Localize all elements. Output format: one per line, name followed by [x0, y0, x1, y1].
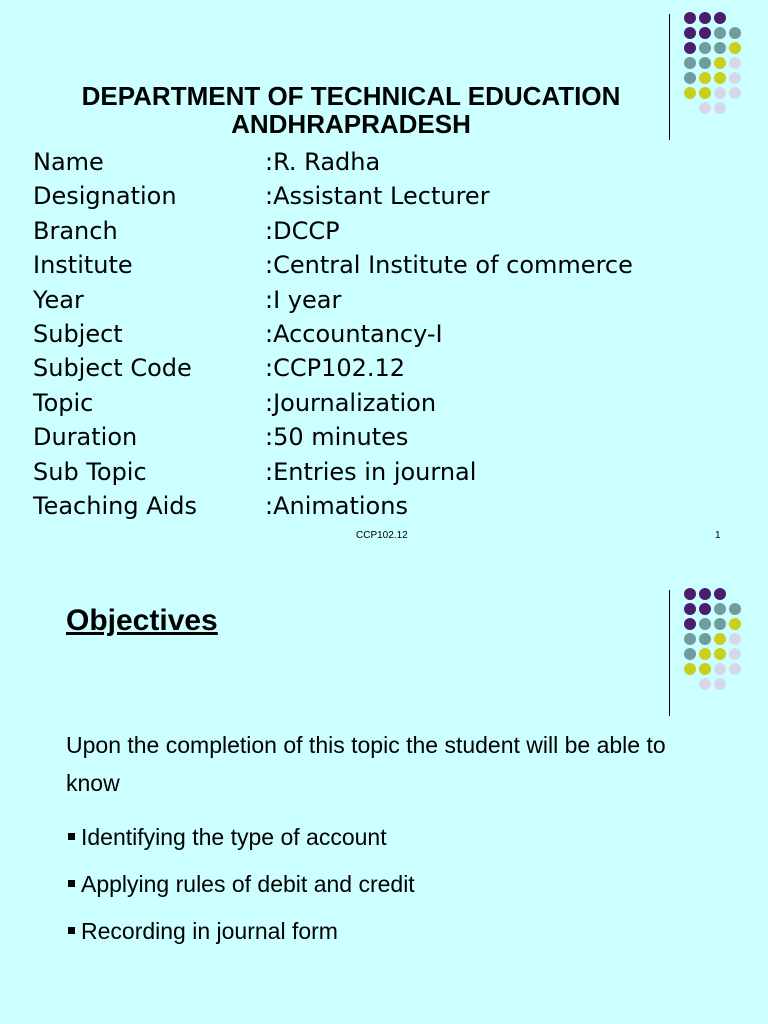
decor-dot [729, 618, 741, 630]
decor-dot [699, 57, 711, 69]
decor-dot [684, 618, 696, 630]
decor-dot [699, 633, 711, 645]
info-label: Subject Code [33, 354, 192, 383]
info-row [33, 283, 633, 317]
info-value: :R. Radha [265, 148, 381, 176]
decor-dot [714, 648, 726, 660]
bullet-square-icon [68, 927, 75, 934]
title-line-2: ANDHRAPRADESH [231, 109, 471, 139]
list-item [66, 814, 415, 861]
decor-dot [684, 588, 696, 600]
decor-dot [714, 663, 726, 675]
decor-dot [714, 603, 726, 615]
info-value: :DCCP [265, 216, 340, 245]
objectives-list [66, 814, 415, 955]
decor-dot [684, 57, 696, 69]
info-row [33, 489, 633, 523]
decor-dot [684, 603, 696, 615]
decor-dot [714, 678, 726, 690]
decor-dot [699, 663, 711, 675]
decor-dot [729, 87, 741, 99]
info-value: :Journalization [265, 388, 437, 417]
decor-dot [729, 57, 741, 69]
vertical-divider [669, 590, 670, 716]
info-value: :Accountancy-I [265, 319, 443, 348]
info-row [33, 420, 633, 454]
title-line-1: DEPARTMENT OF TECHNICAL EDUCATION [81, 81, 621, 111]
decor-dot [684, 27, 696, 39]
decor-dot [684, 42, 696, 54]
decor-dot [714, 72, 726, 84]
info-label: Branch [33, 216, 118, 245]
decor-dot [729, 633, 741, 645]
list-item [66, 861, 415, 908]
decor-dot [684, 12, 696, 24]
info-row [33, 386, 633, 420]
decor-dot [699, 27, 711, 39]
info-row [33, 351, 633, 385]
info-value: :Assistant Lecturer [265, 182, 490, 211]
decor-dot [699, 618, 711, 630]
info-row [33, 317, 633, 351]
list-item-text: Applying rules of debit and credit [81, 871, 415, 897]
info-value: :CCP102.12 [265, 354, 406, 383]
info-label: Designation [33, 182, 177, 211]
list-item [66, 908, 415, 955]
info-value: :I year [265, 285, 342, 314]
decor-dot [699, 12, 711, 24]
decor-dot [699, 588, 711, 600]
info-label: Duration [33, 423, 138, 452]
decor-dot [684, 633, 696, 645]
decor-dot [684, 663, 696, 675]
list-item-text: Recording in journal form [81, 918, 338, 944]
info-value: :50 minutes [265, 423, 409, 452]
footer-course-code: CCP102.12 [356, 530, 408, 541]
info-label: Teaching Aids [33, 491, 198, 520]
decor-dot [699, 678, 711, 690]
decor-dot [714, 27, 726, 39]
decor-dot [714, 42, 726, 54]
decor-dot [699, 42, 711, 54]
info-label: Name [33, 148, 104, 176]
info-label: Institute [33, 251, 133, 280]
bullet-square-icon [68, 833, 75, 840]
decor-dot [714, 633, 726, 645]
objectives-intro: Upon the completion of this topic the student will be able to know [66, 732, 666, 796]
info-label: Sub Topic [33, 457, 147, 486]
info-value: :Animations [265, 491, 408, 520]
decor-dot [729, 42, 741, 54]
objectives-heading: Objectives [66, 604, 218, 637]
decor-dot [714, 87, 726, 99]
decor-dot [714, 618, 726, 630]
info-row [33, 455, 633, 489]
decor-dot [714, 57, 726, 69]
decor-dot [729, 72, 741, 84]
info-row [33, 248, 633, 282]
info-table [33, 145, 633, 523]
decor-dot [729, 648, 741, 660]
bullet-square-icon [68, 880, 75, 887]
list-item-text: Identifying the type of account [81, 824, 387, 850]
slide-title [0, 82, 702, 138]
decor-dot [714, 12, 726, 24]
info-value: :Entries in journal [265, 457, 477, 486]
info-label: Topic [33, 388, 94, 417]
info-value: :Central Institute of commerce [265, 251, 633, 280]
decor-dot [729, 603, 741, 615]
info-label: Subject [33, 319, 123, 348]
decor-dot [714, 588, 726, 600]
info-row [33, 179, 633, 213]
decor-dot [699, 648, 711, 660]
info-label: Year [33, 285, 84, 314]
decor-dot [699, 603, 711, 615]
footer-page-number: 1 [715, 530, 721, 541]
decor-dot [714, 102, 726, 114]
decor-dot [729, 27, 741, 39]
info-row [33, 214, 633, 248]
decor-dot [684, 648, 696, 660]
decor-dot [729, 663, 741, 675]
info-row [33, 145, 633, 179]
